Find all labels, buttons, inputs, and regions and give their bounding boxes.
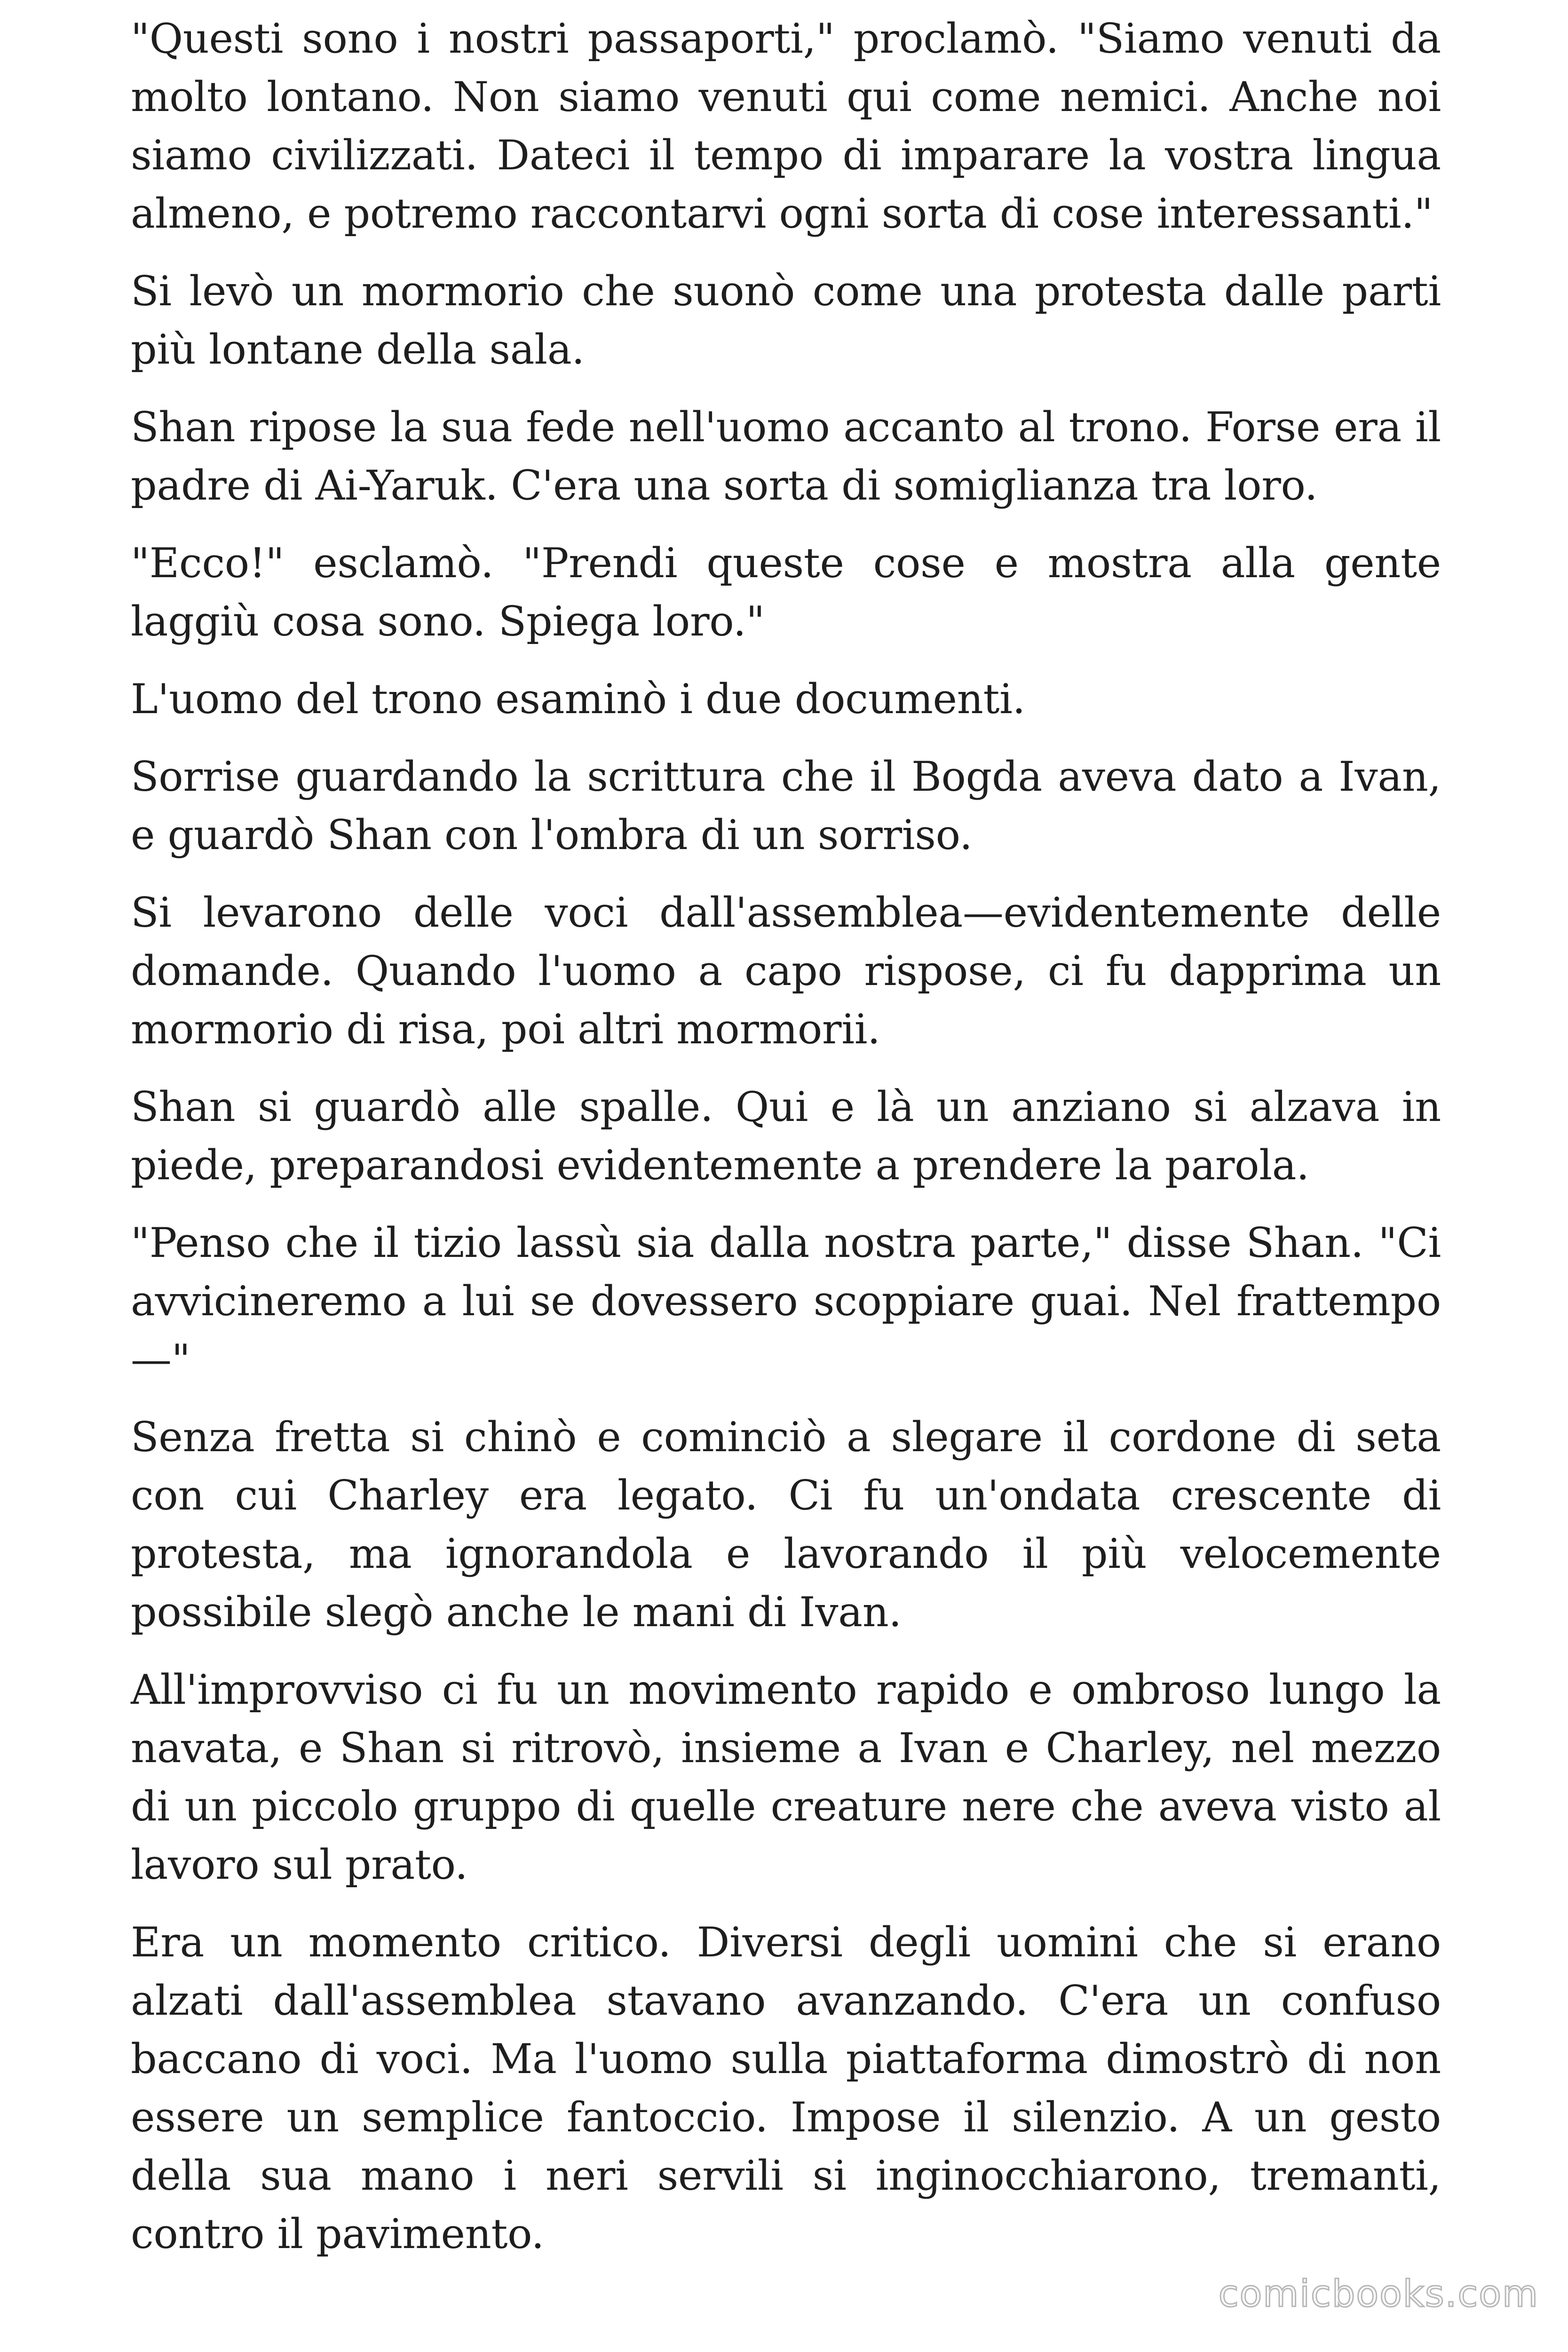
paragraph: Senza fretta si chinò e cominciò a slegare il cordone di seta con cui Charley era legato. Ci fu un'ondata crescente di protesta, ma ignorandola e lavorando il più velocemente possibile slegò anche le mani di Ivan.	[131, 1413, 1441, 1636]
paragraph: All'improvviso ci fu un movimento rapido e ombroso lungo la navata, e Shan si ritrovò, insieme a Ivan e Charley, nel mezzo di un piccolo gruppo di quelle creature nere che aveva visto al lavoro sul prato.	[131, 1666, 1441, 1889]
paragraph: "Penso che il tizio lassù sia dalla nostra parte," disse Shan. "Ci avvicineremo a lui se dovessero scoppiare guai. Nel frattempo —"	[131, 1219, 1441, 1383]
paragraph: Shan ripose la sua fede nell'uomo accanto al trono. Forse era il padre di Ai-Yaruk. C'era una sorta di somiglianza tra loro.	[131, 403, 1441, 509]
paragraph: Sorrise guardando la scrittura che il Bogda aveva dato a Ivan, e guardò Shan con l'ombra di un sorriso.	[131, 753, 1441, 859]
paragraph: Era un momento critico. Diversi degli uomini che si erano alzati dall'assemblea stavano avanzando. C'era un confuso baccano di voci. Ma l'uomo sulla piattaforma dimostrò di non essere un semplice fantoccio. Impose il silenzio. A un gesto della sua mano i neri servili si inginocchiarono, tremanti, contro il pavimento.	[131, 1918, 1441, 2258]
watermark: comicbooks.com	[1218, 2273, 1539, 2315]
paragraph: Si levarono delle voci dall'assemblea—evidentemente delle domande. Quando l'uomo a capo rispose, ci fu dapprima un mormorio di risa, poi altri mormorii.	[131, 889, 1441, 1053]
paragraph: Shan si guardò alle spalle. Qui e là un anziano si alzava in piede, preparandosi evidentemente a prendere la parola.	[131, 1083, 1441, 1189]
page-text	[131, 9, 1441, 2343]
paragraph: Si levò un mormorio che suonò come una protesta dalle parti più lontane della sala.	[131, 267, 1441, 373]
paragraph: "Questi sono i nostri passaporti," proclamò. "Siamo venuti da molto lontano. Non siamo venuti qui come nemici. Anche noi siamo civilizzati. Dateci il tempo di imparare la vostra lingua almeno, e potremo raccontarvi ogni sorta di cose interessanti."	[131, 15, 1441, 238]
paragraph: L'uomo del trono esaminò i due documenti.	[131, 675, 1025, 723]
paragraph: "Ecco!" esclamò. "Prendi queste cose e mostra alla gente laggiù cosa sono. Spiega loro."	[131, 539, 1441, 645]
